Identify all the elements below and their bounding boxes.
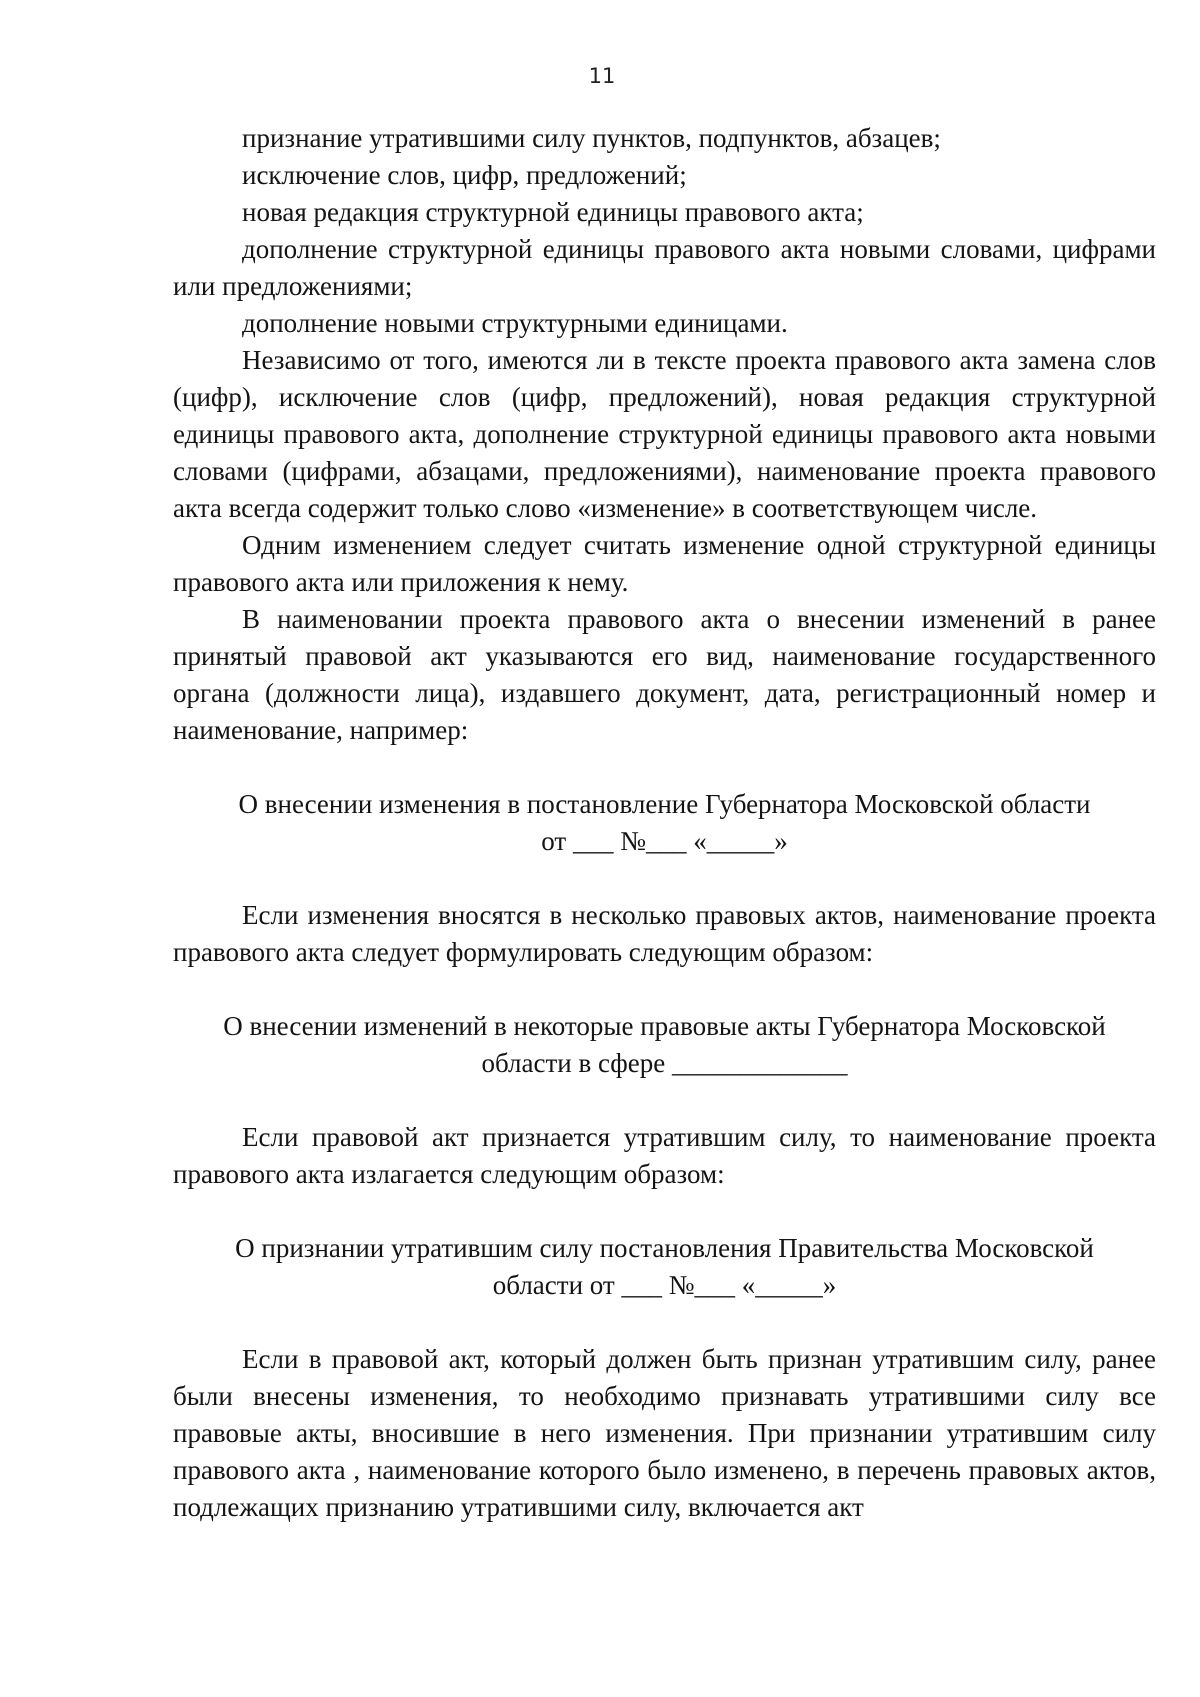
list-item: признание утратившими силу пунктов, подпунктов, абзацев; <box>242 123 941 153</box>
paragraph-repeal: Если правовой акт признается утратившим силу, то наименование проекта правового акта излагается следующим образом: <box>173 1122 1156 1189</box>
list-item: дополнение структурной единицы правового акта новыми словами, цифрами или предложениями; <box>173 234 1156 301</box>
spacer <box>173 971 1156 1008</box>
spacer <box>173 1304 1156 1341</box>
example-title-line: О признании утратившим силу постановления Правительства Московской <box>235 1233 1094 1263</box>
example-title-line: О внесении изменения в постановление Губернатора Московской области <box>238 789 1091 819</box>
example-title-line: области в сфере _____________ <box>481 1048 848 1078</box>
spacer <box>173 1193 1156 1230</box>
paragraph-one-change: Одним изменением следует считать изменение одной структурной единицы правового акта или приложения к нему. <box>173 530 1156 597</box>
spacer <box>173 860 1156 897</box>
example-title-line: О внесении изменений в некоторые правовые акты Губернатора Московской <box>223 1011 1106 1041</box>
paragraph-change-wording: Независимо от того, имеются ли в тексте проекта правового акта замена слов (цифр), исключение слов (цифр, предложений), новая редакция структурной единицы правового акта, дополнение структурной единицы правового акта новыми словами (цифрами, абзацами, предложениями), наименование проекта правового акта всегда содержит только слово «изменение» в соответствующем числе. <box>173 345 1156 523</box>
paragraph-multiple-acts: Если изменения вносятся в несколько правовых актов, наименование проекта правового акта следует формулировать следующим образом: <box>173 900 1156 967</box>
list-item: дополнение новыми структурными единицами. <box>242 308 788 338</box>
list-item: исключение слов, цифр, предложений; <box>242 160 687 190</box>
spacer <box>173 1082 1156 1119</box>
document-body <box>173 120 1156 1526</box>
example-title-line: области от ___ №___ «_____» <box>492 1270 837 1300</box>
spacer <box>173 749 1156 786</box>
example-title-line: от ___ №___ «_____» <box>541 826 788 856</box>
list-item: новая редакция структурной единицы правового акта; <box>242 197 864 227</box>
paragraph-title-contents: В наименовании проекта правового акта о внесении изменений в ранее принятый правовой акт указываются его вид, наименование государственного органа (должности лица), издавшего документ, дата, регистрационный номер и наименование, например: <box>173 604 1156 745</box>
paragraph-amended-acts: Если в правовой акт, который должен быть признан утратившим силу, ранее были внесены изменения, то необходимо признавать утратившими силу все правовые акты, вносившие в него изменения. При признании утратившим силу правового акта , наименование которого было изменено, в перечень правовых актов, подлежащих признанию утратившими силу, включается акт <box>173 1344 1156 1522</box>
page-number: 11 <box>588 64 616 88</box>
